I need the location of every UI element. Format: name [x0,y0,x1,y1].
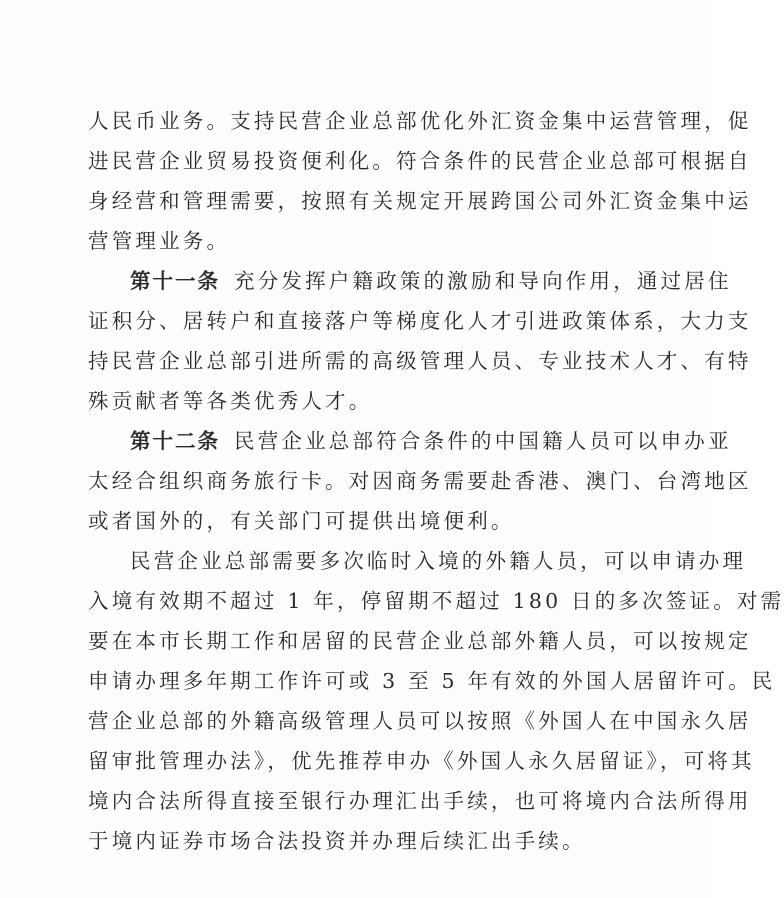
text-line: 于境内证券市场合法投资并办理后续汇出手续。 [88,829,586,853]
text-line: 营管理业务。 [88,229,231,253]
text-line: 充分发挥户籍政策的激励和导向作用，通过居住 [234,269,732,293]
text-line: 营企业总部的外籍高级管理人员可以按照《外国人在中国永久居 [88,709,752,733]
text-line: 太经合组织商务旅行卡。对因商务需要赴香港、澳门、台湾地区 [88,469,752,493]
article-heading: 第十一条 [130,269,220,293]
text-line: 殊贡献者等各类优秀人才。 [88,389,373,413]
text-line: 进民营企业贸易投资便利化。符合条件的民营企业总部可根据自 [88,149,752,173]
text-line: 入境有效期不超过 1 年，停留期不超过 180 日的多次签证。对需 [88,589,784,613]
text-line: 证积分、居转户和直接落户等梯度化人才引进政策体系，大力支 [88,309,752,333]
text-line: 境内合法所得直接至银行办理汇出手续，也可将境内合法所得用 [88,789,752,813]
text-line: 持民营企业总部引进所需的高级管理人员、专业技术人才、有特 [88,349,752,373]
article-11-first-line [130,262,732,300]
text-line: 留审批管理办法》，优先推荐申办《外国人永久居留证》，可将其 [88,749,755,773]
text-line: 要在本市长期工作和居留的民营企业总部外籍人员，可以按规定 [88,629,752,653]
text-line: 申请办理多年期工作许可或 3 至 5 年有效的外国人居留许可。民 [88,669,776,693]
text-line: 或者国外的，有关部门可提供出境便利。 [88,509,515,533]
text-line: 民营企业总部符合条件的中国籍人员可以申办亚 [234,429,732,453]
text-line: 身经营和管理需要，按照有关规定开展跨国公司外汇资金集中运 [88,189,752,213]
article-heading: 第十二条 [130,429,220,453]
text-line: 人民币业务。支持民营企业总部优化外汇资金集中运营管理，促 [88,109,752,133]
article-12-first-line [130,422,732,460]
paragraph-first-line: 民营企业总部需要多次临时入境的外籍人员，可以申请办理 [130,549,747,573]
